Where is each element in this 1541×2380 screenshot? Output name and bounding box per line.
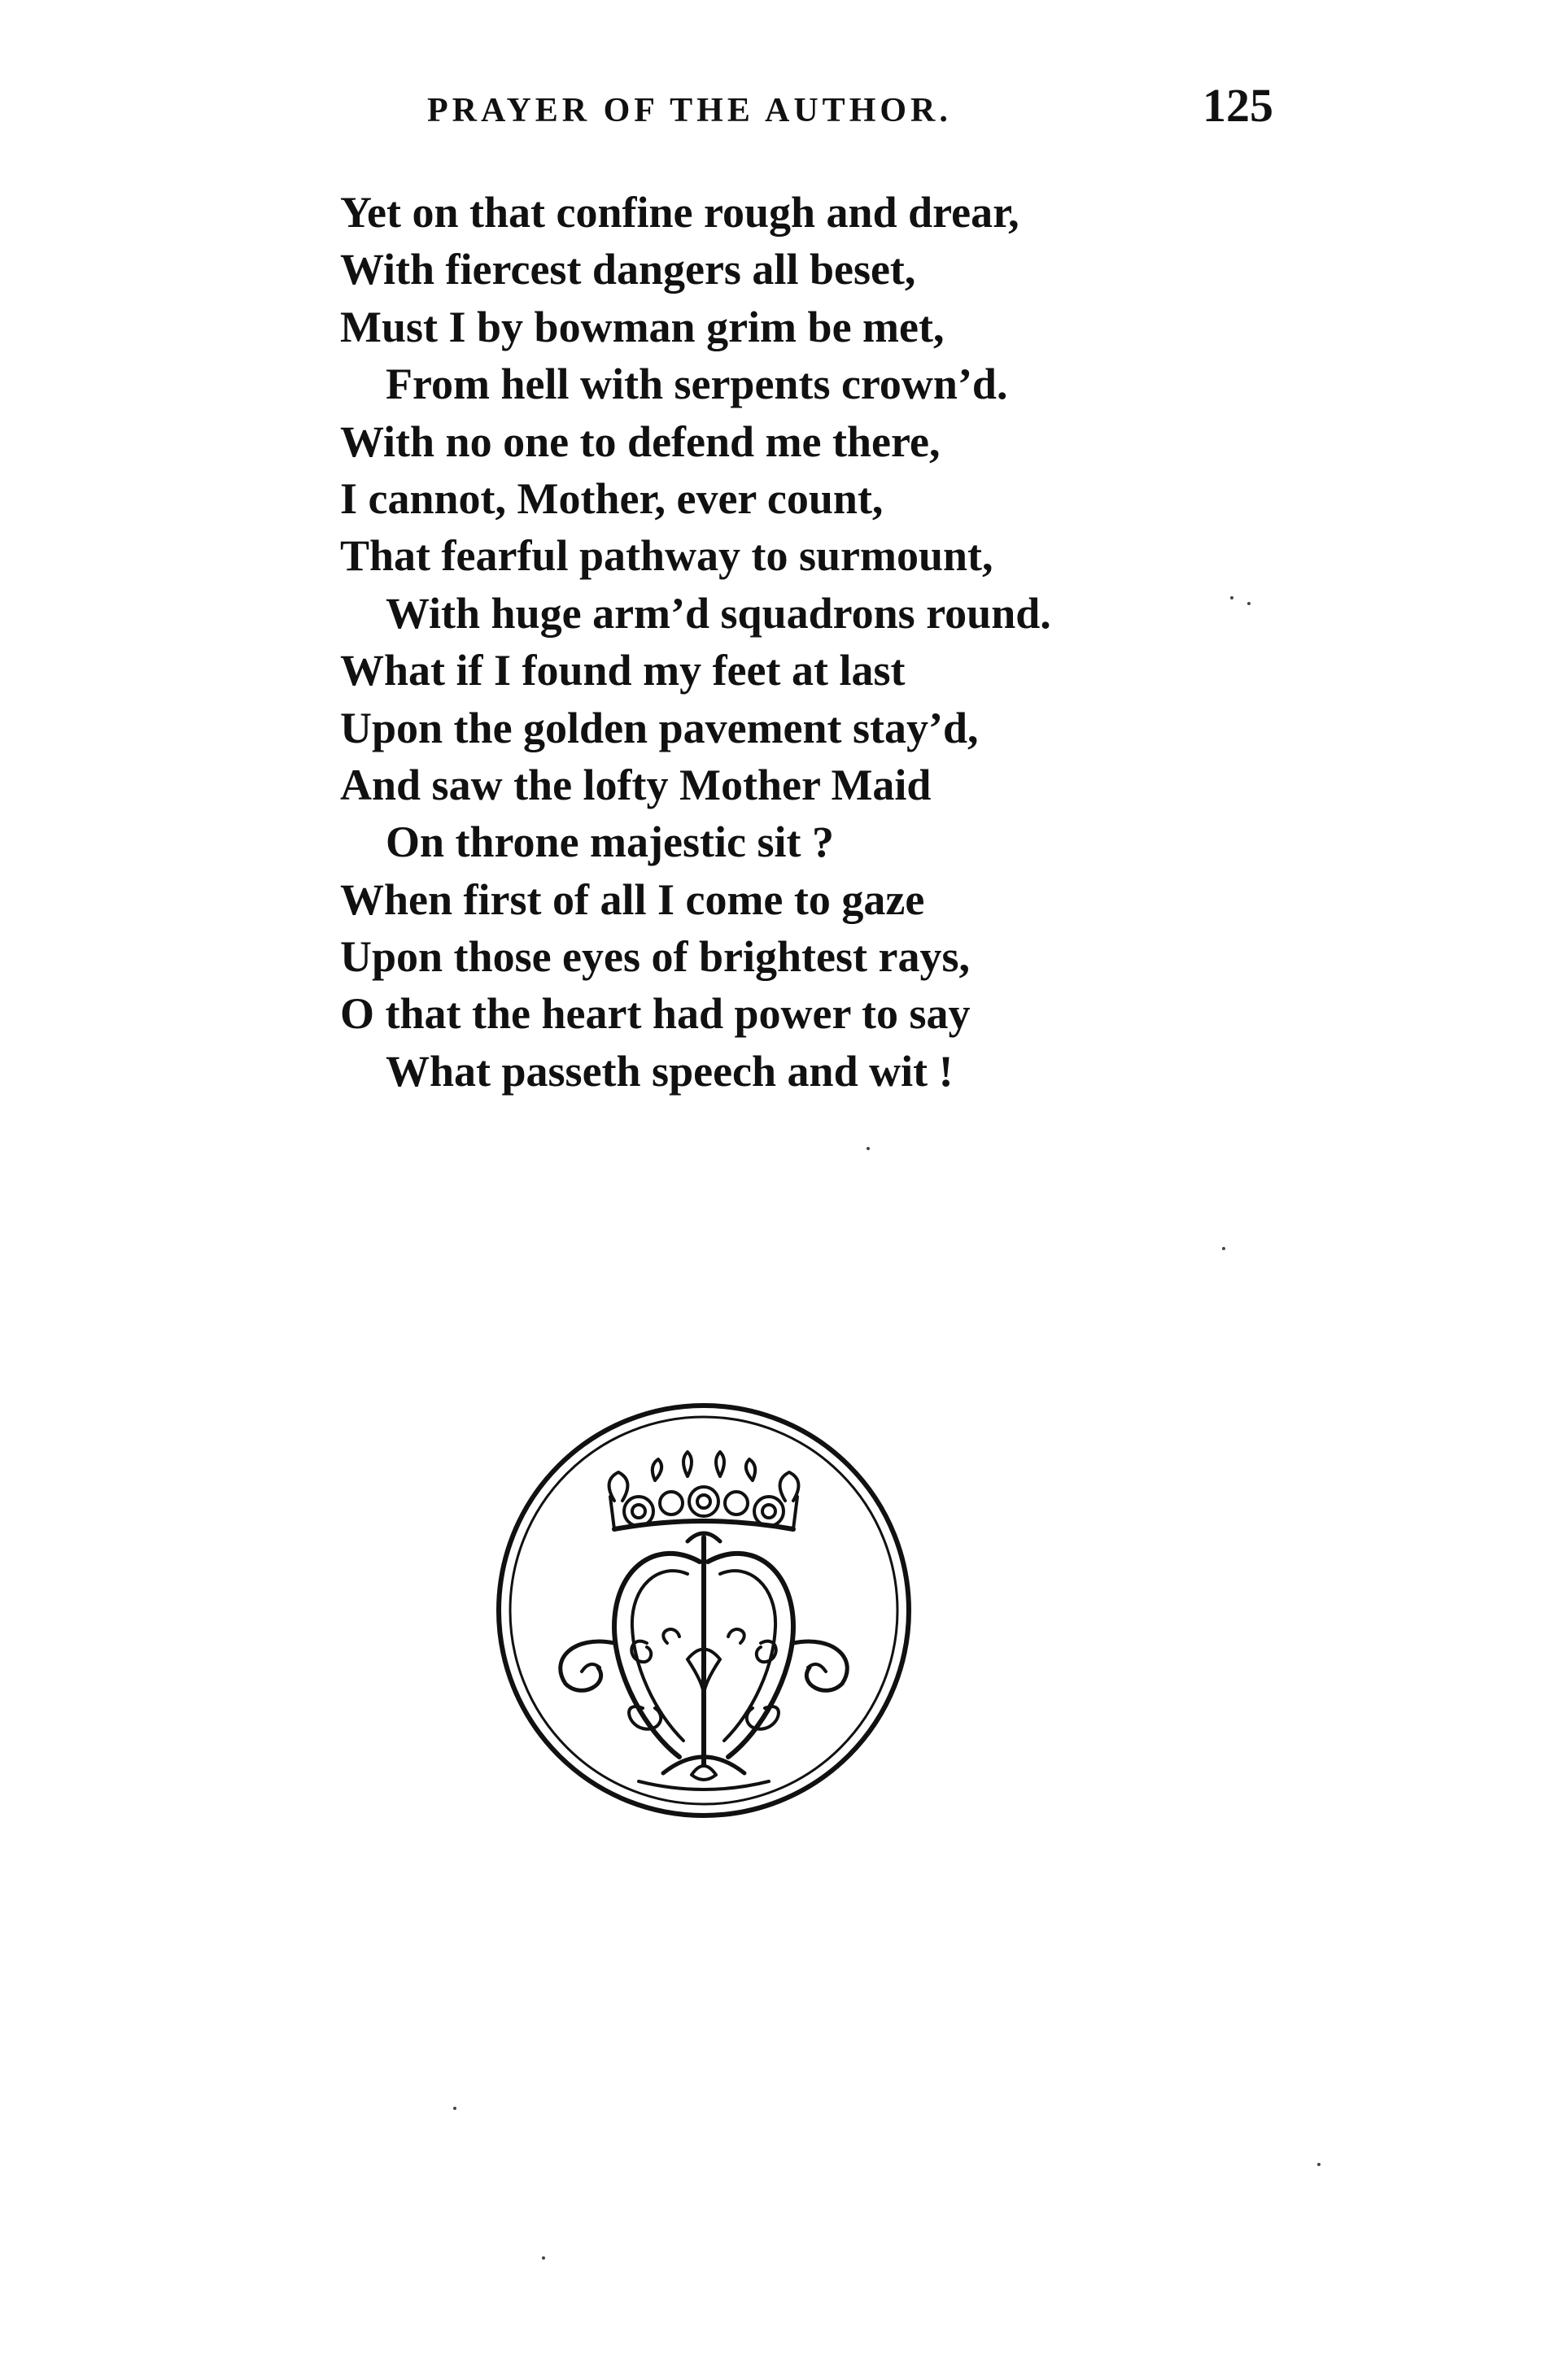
print-speck <box>453 2107 456 2110</box>
running-head <box>427 81 1273 138</box>
print-speck <box>1230 596 1233 599</box>
poem-line: From hell with serpents crown’d. <box>386 360 1008 409</box>
poem-line: With no one to defend me there, <box>340 416 941 466</box>
poem-line: Must I by bowman grim be met, <box>340 302 945 351</box>
poem-line: What passeth speech and wit ! <box>386 1046 954 1096</box>
poem-line: I cannot, Mother, ever count, <box>340 473 884 523</box>
print-speck <box>1317 2163 1321 2166</box>
poem-line: O that the heart had power to say <box>340 989 971 1039</box>
print-speck <box>1247 602 1251 605</box>
poem-stanza <box>340 184 1316 1100</box>
poem-line: Yet on that confine rough and drear, <box>340 188 1019 237</box>
print-speck <box>867 1147 870 1150</box>
print-speck <box>542 2256 545 2260</box>
poem-line: When first of all I come to gaze <box>340 874 925 924</box>
poem-line: And saw the lofty Mother Maid <box>340 760 932 809</box>
poem-line: What if I found my feet at last <box>340 646 906 695</box>
print-speck <box>1222 1247 1225 1250</box>
crowned-monogram-seal-icon <box>492 1399 915 1822</box>
poem-line: That fearful pathway to surmount, <box>340 531 993 581</box>
running-title: PRAYER OF THE AUTHOR. <box>427 92 952 129</box>
poem-line: Upon the golden pavement stay’d, <box>340 703 979 752</box>
poem-line: With fiercest dangers all beset, <box>340 245 916 294</box>
poem-line: Upon those eyes of brightest rays, <box>340 932 970 982</box>
page-number: 125 <box>1203 79 1273 132</box>
poem-line: On throne majestic sit ? <box>386 817 834 867</box>
poem-line: With huge arm’d squadrons round. <box>386 588 1051 638</box>
